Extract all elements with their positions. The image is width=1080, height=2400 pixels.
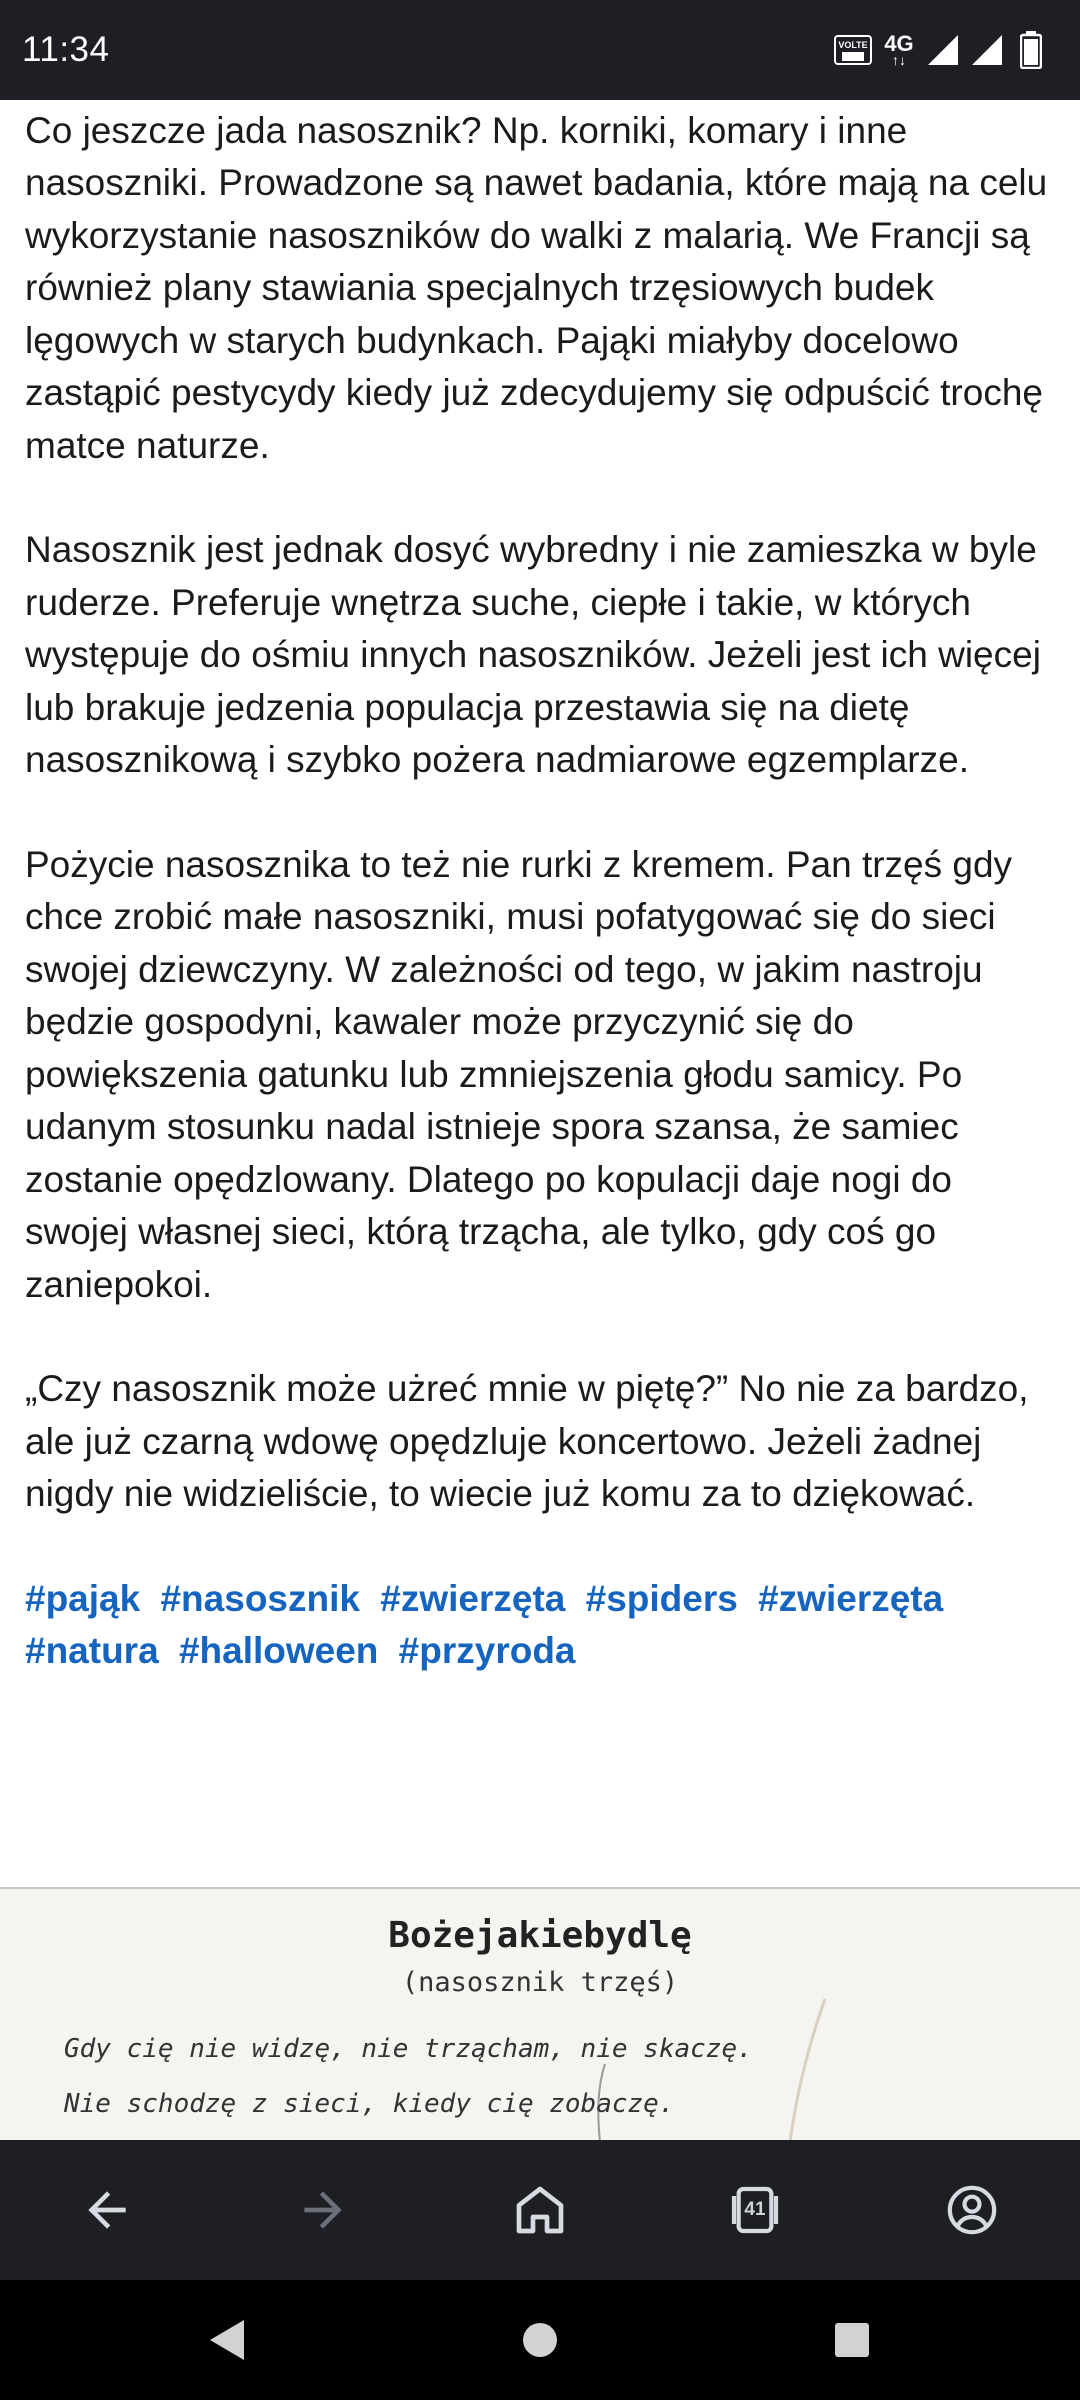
back-button[interactable] <box>72 2175 142 2245</box>
poem-line: Nie schodzę z sieci, kiedy cię zobaczę. <box>64 2089 675 2119</box>
signal-icon <box>926 33 960 67</box>
account-icon <box>944 2182 1000 2238</box>
home-circle-icon <box>521 2321 559 2359</box>
4g-label: 4G <box>884 31 914 56</box>
status-icons <box>834 28 1042 72</box>
article-body <box>0 100 1080 1890</box>
signal-icon <box>970 33 1004 67</box>
home-icon <box>512 2182 568 2238</box>
tag-link[interactable]: #spiders <box>585 1577 738 1619</box>
tag-link[interactable]: #zwierzęta <box>758 1577 944 1619</box>
poem-line: Gdy cię nie widzę, nie trzącham, nie skaczę. <box>64 2034 753 2064</box>
poem-image[interactable] <box>0 1887 1080 2142</box>
forward-arrow-icon <box>295 2182 351 2238</box>
back-arrow-icon <box>79 2182 135 2238</box>
article-paragraph: Pożycie nasosznika to też nie rurki z kremem. Pan trzęś gdy chce zrobić małe nasoszniki, musi pofatygować się do sieci swojej dziewczyny. W zależności od tego, w jakim nastroju będzie gospodyni, kawaler może przyczynić się do powiększenia gatunku lub zmniejszenia głodu samicy. Po udanym stosunku nadal istnieje spora szansa, że samiec zostanie opędzlowany. Dlatego po kopulacji daje nogi do swojej własnej sieci, którą trzącha, ale tylko, gdy coś go zaniepokoi. <box>25 843 1013 1305</box>
volte-label: VOLTE <box>838 40 868 50</box>
volte-icon <box>834 35 872 65</box>
system-recents-button[interactable] <box>824 2312 880 2368</box>
poem-title: Bożejakiebydlę <box>388 1915 692 1956</box>
system-home-button[interactable] <box>512 2312 568 2368</box>
status-bar <box>0 0 1080 100</box>
poem-subtitle: (nasosznik trzęś) <box>401 1967 679 1998</box>
tabs-count: 41 <box>744 2199 766 2220</box>
back-triangle-icon <box>206 2318 246 2362</box>
4g-icon: 4G ↑↓ <box>884 31 914 68</box>
tag-link[interactable]: #zwierzęta <box>380 1577 566 1619</box>
browser-toolbar <box>0 2140 1080 2280</box>
tag-link[interactable]: #nasosznik <box>160 1577 360 1619</box>
home-button[interactable] <box>505 2175 575 2245</box>
system-navigation-bar <box>0 2280 1080 2400</box>
article-paragraph: „Czy nasosznik może użreć mnie w piętę?” No nie za bardzo, ale już czarną wdowę opędzluje koncertowo. Jeżeli żadnej nigdy nie widzieliście, to wiecie już komu za to dziękować. <box>25 1368 1029 1514</box>
system-back-button[interactable] <box>198 2312 254 2368</box>
tag-link[interactable]: #natura <box>25 1630 159 1671</box>
article-paragraph: Nasosznik jest jednak dosyć wybredny i nie zamieszka w byle ruderze. Preferuje wnętrza suche, ciepłe i takie, w których występuje do ośmiu innych nasoszników. Jeżeli jest ich więcej lub brakuje jedzenia populacja przestawia się na dietę nasosznikową i szybko pożera nadmiarowe egzemplarze. <box>25 529 1041 780</box>
recents-square-icon <box>833 2321 871 2359</box>
tag-list <box>25 1573 1060 1678</box>
article-paragraph: Co jeszcze jada nasosznik? Np. korniki, komary i inne nasoszniki. Prowadzone są nawet badania, które mają na celu wykorzystanie nasoszników do walki z malarią. We Francji są również plany stawiania specjalnych trzęsiowych budek lęgowych w starych budynkach. Pająki miałyby docelowo zastąpić pestycydy kiedy już zdecydujemy się odpuścić trochę matce naturze. <box>25 109 1048 466</box>
status-time: 11:34 <box>22 30 110 69</box>
battery-icon <box>1020 31 1042 69</box>
tag-link[interactable]: #pająk <box>25 1577 141 1619</box>
tag-link[interactable]: #przyroda <box>398 1630 576 1671</box>
forward-button[interactable] <box>288 2175 358 2245</box>
account-button[interactable] <box>937 2175 1007 2245</box>
tabs-button[interactable] <box>720 2175 790 2245</box>
tag-link[interactable]: #halloween <box>178 1630 379 1671</box>
